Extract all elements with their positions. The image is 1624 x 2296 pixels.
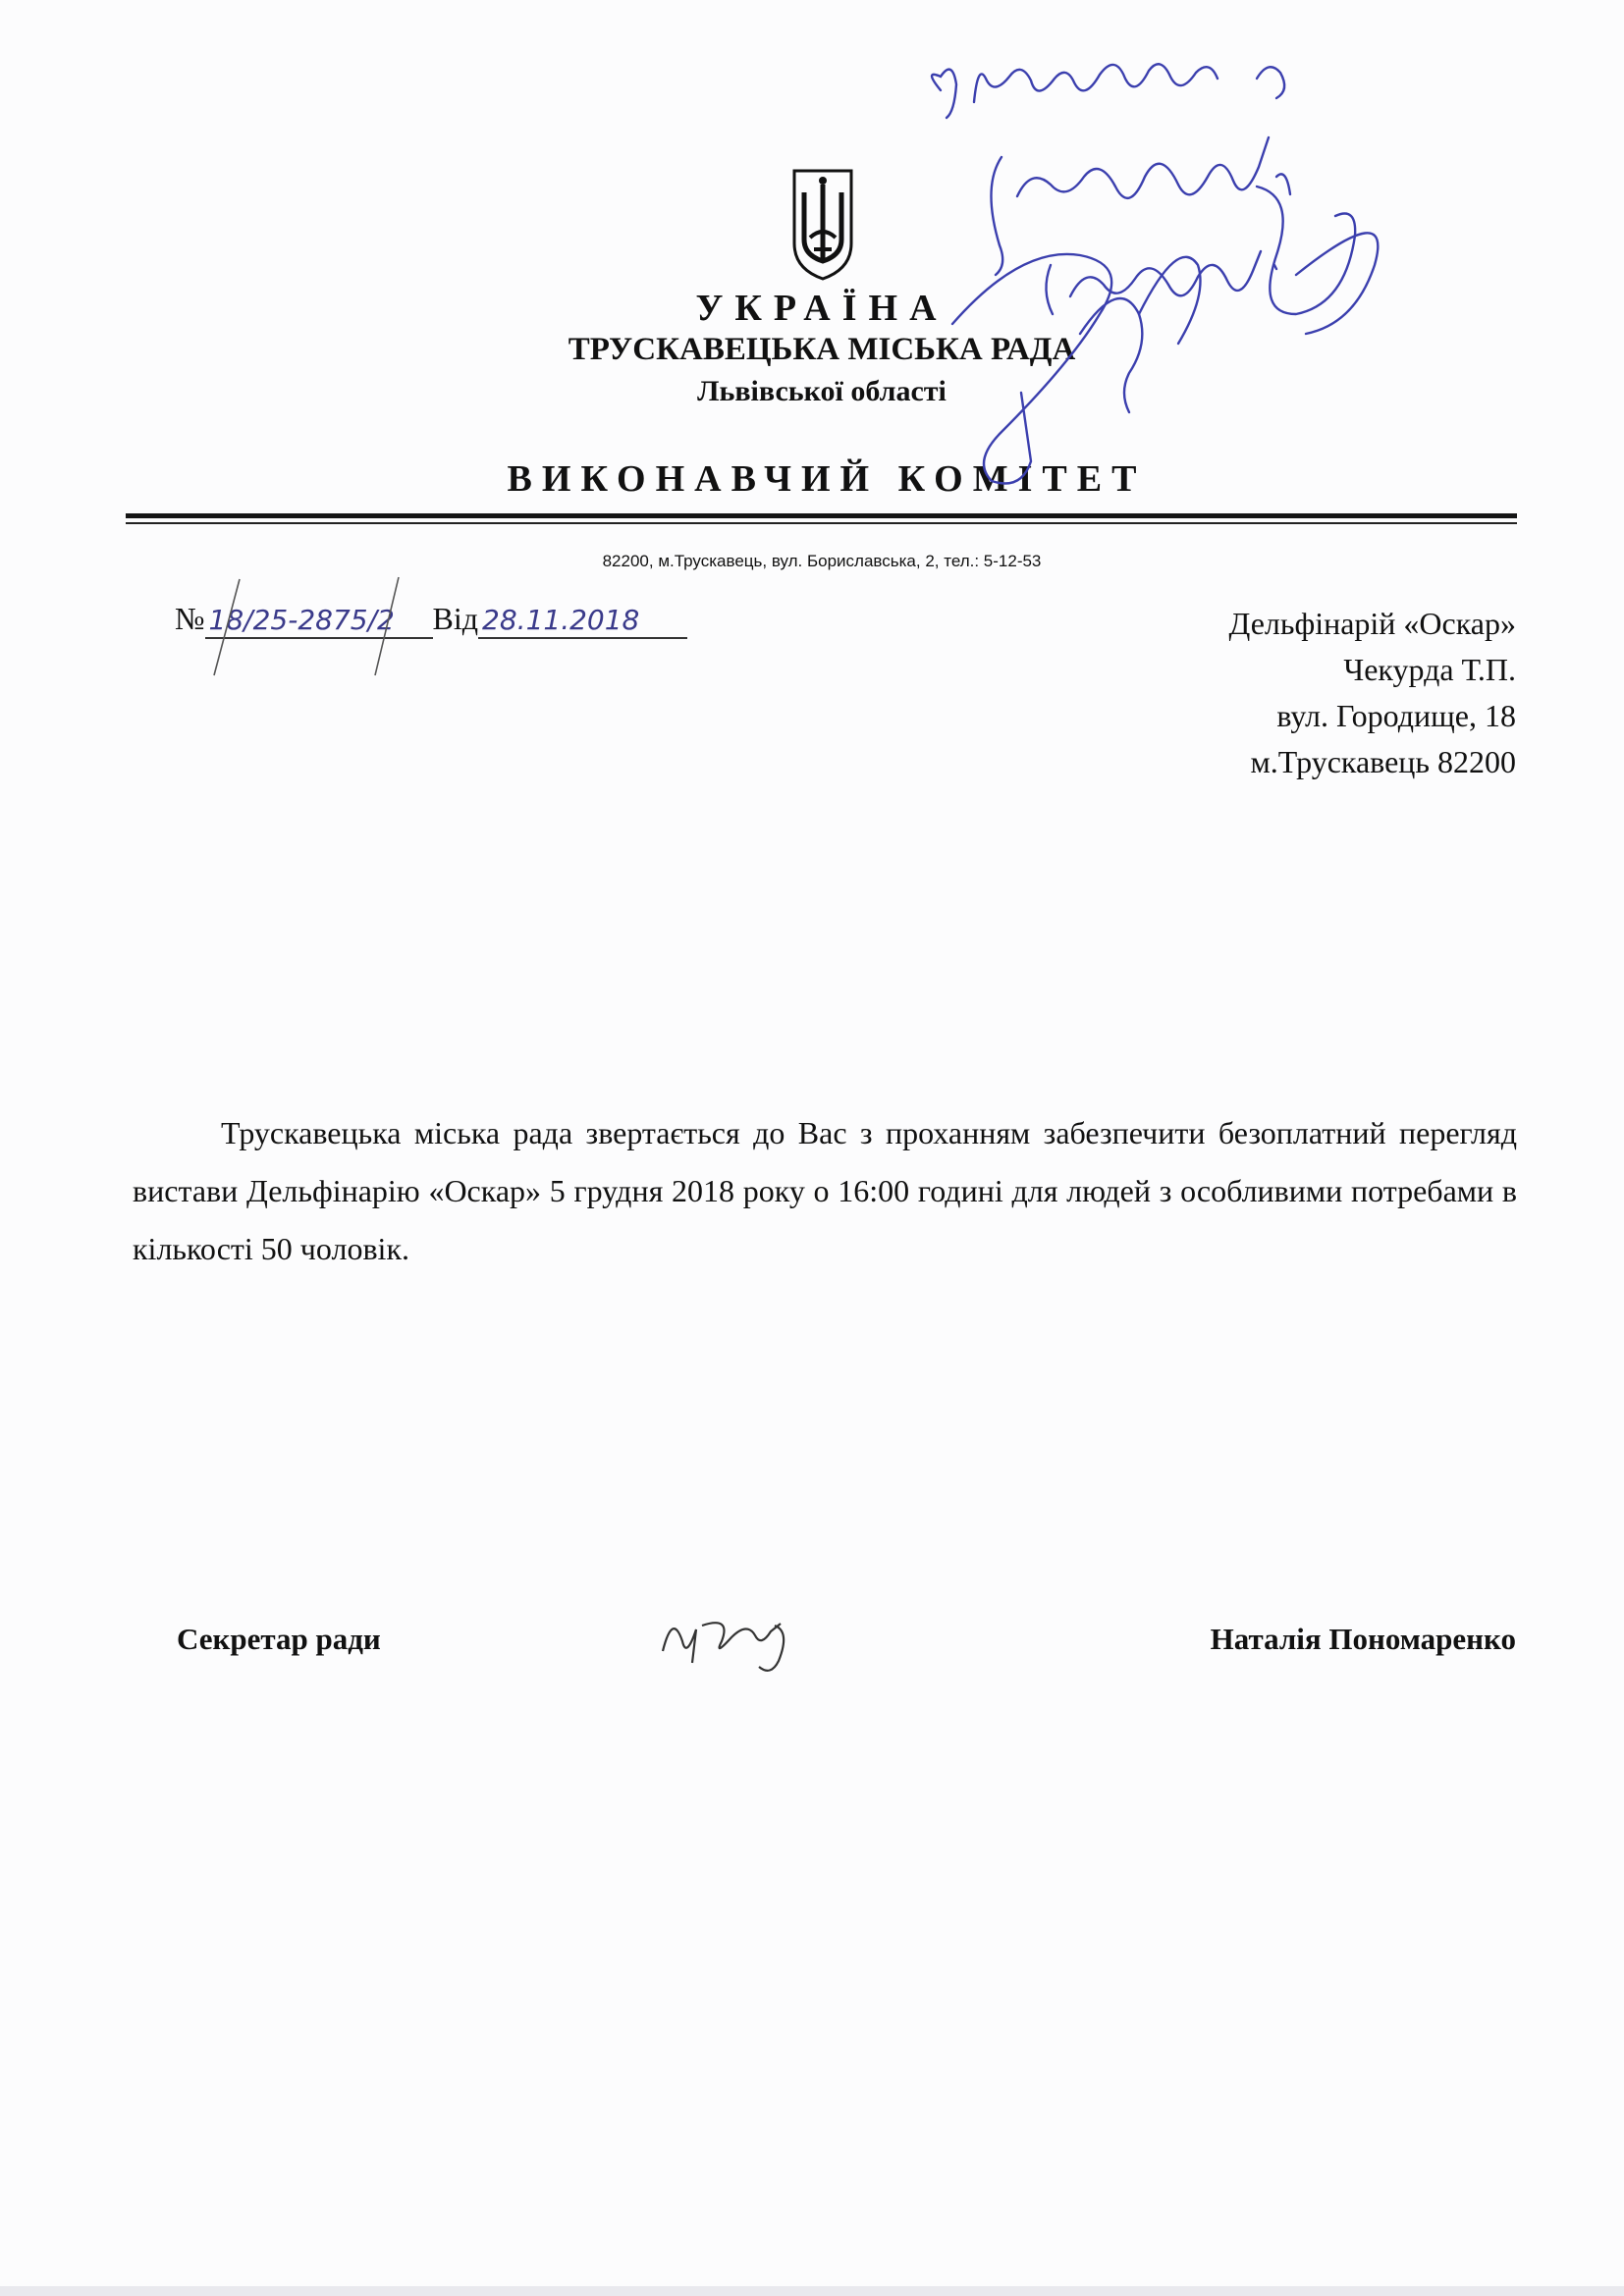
letter-body-paragraph: Трускавецька міська рада звертається до Вас з проханням забезпечити безоплатний перегляд вистави Дельфінарію «Оскар» 5 грудня 2018 року о 16:00 годині для людей з особливими потребами в кількості 50 чоловік. bbox=[133, 1115, 1517, 1266]
council-heading: ТРУСКАВЕЦЬКА МІСЬКА РАДА bbox=[568, 332, 1076, 367]
recipient-line: вул. Городище, 18 bbox=[1276, 698, 1516, 733]
signatory-role: Секретар ради bbox=[177, 1622, 381, 1656]
reference-number-label: № bbox=[175, 601, 205, 636]
reference-date-value: 28.11.2018 bbox=[478, 604, 687, 639]
committee-heading: ВИКОНАВЧИЙ КОМІТЕТ bbox=[507, 458, 1147, 500]
recipient-line: Дельфінарій «Оскар» bbox=[1228, 606, 1516, 641]
handwritten-approval-note bbox=[884, 20, 1434, 589]
handwritten-signature bbox=[653, 1602, 810, 1681]
trident-coat-of-arms-icon bbox=[788, 167, 857, 283]
recipient-line: м.Трускавець 82200 bbox=[1250, 744, 1516, 779]
country-heading: УКРАЇНА bbox=[695, 288, 948, 329]
council-address: 82200, м.Трускавець, вул. Бориславська, 2, тел.: 5-12-53 bbox=[602, 552, 1042, 570]
signatory-name: Наталія Пономаренко bbox=[1210, 1622, 1516, 1656]
recipient-line: Чекурда Т.П. bbox=[1343, 652, 1516, 687]
region-heading: Львівської області bbox=[697, 375, 947, 407]
scan-bottom-edge bbox=[0, 2286, 1624, 2296]
recipient-block bbox=[1228, 601, 1516, 785]
reference-date-label: Від bbox=[432, 601, 479, 636]
reference-handwritten-strokes bbox=[196, 560, 452, 687]
reference-number-value: 18/25-2875/2 bbox=[205, 604, 433, 639]
